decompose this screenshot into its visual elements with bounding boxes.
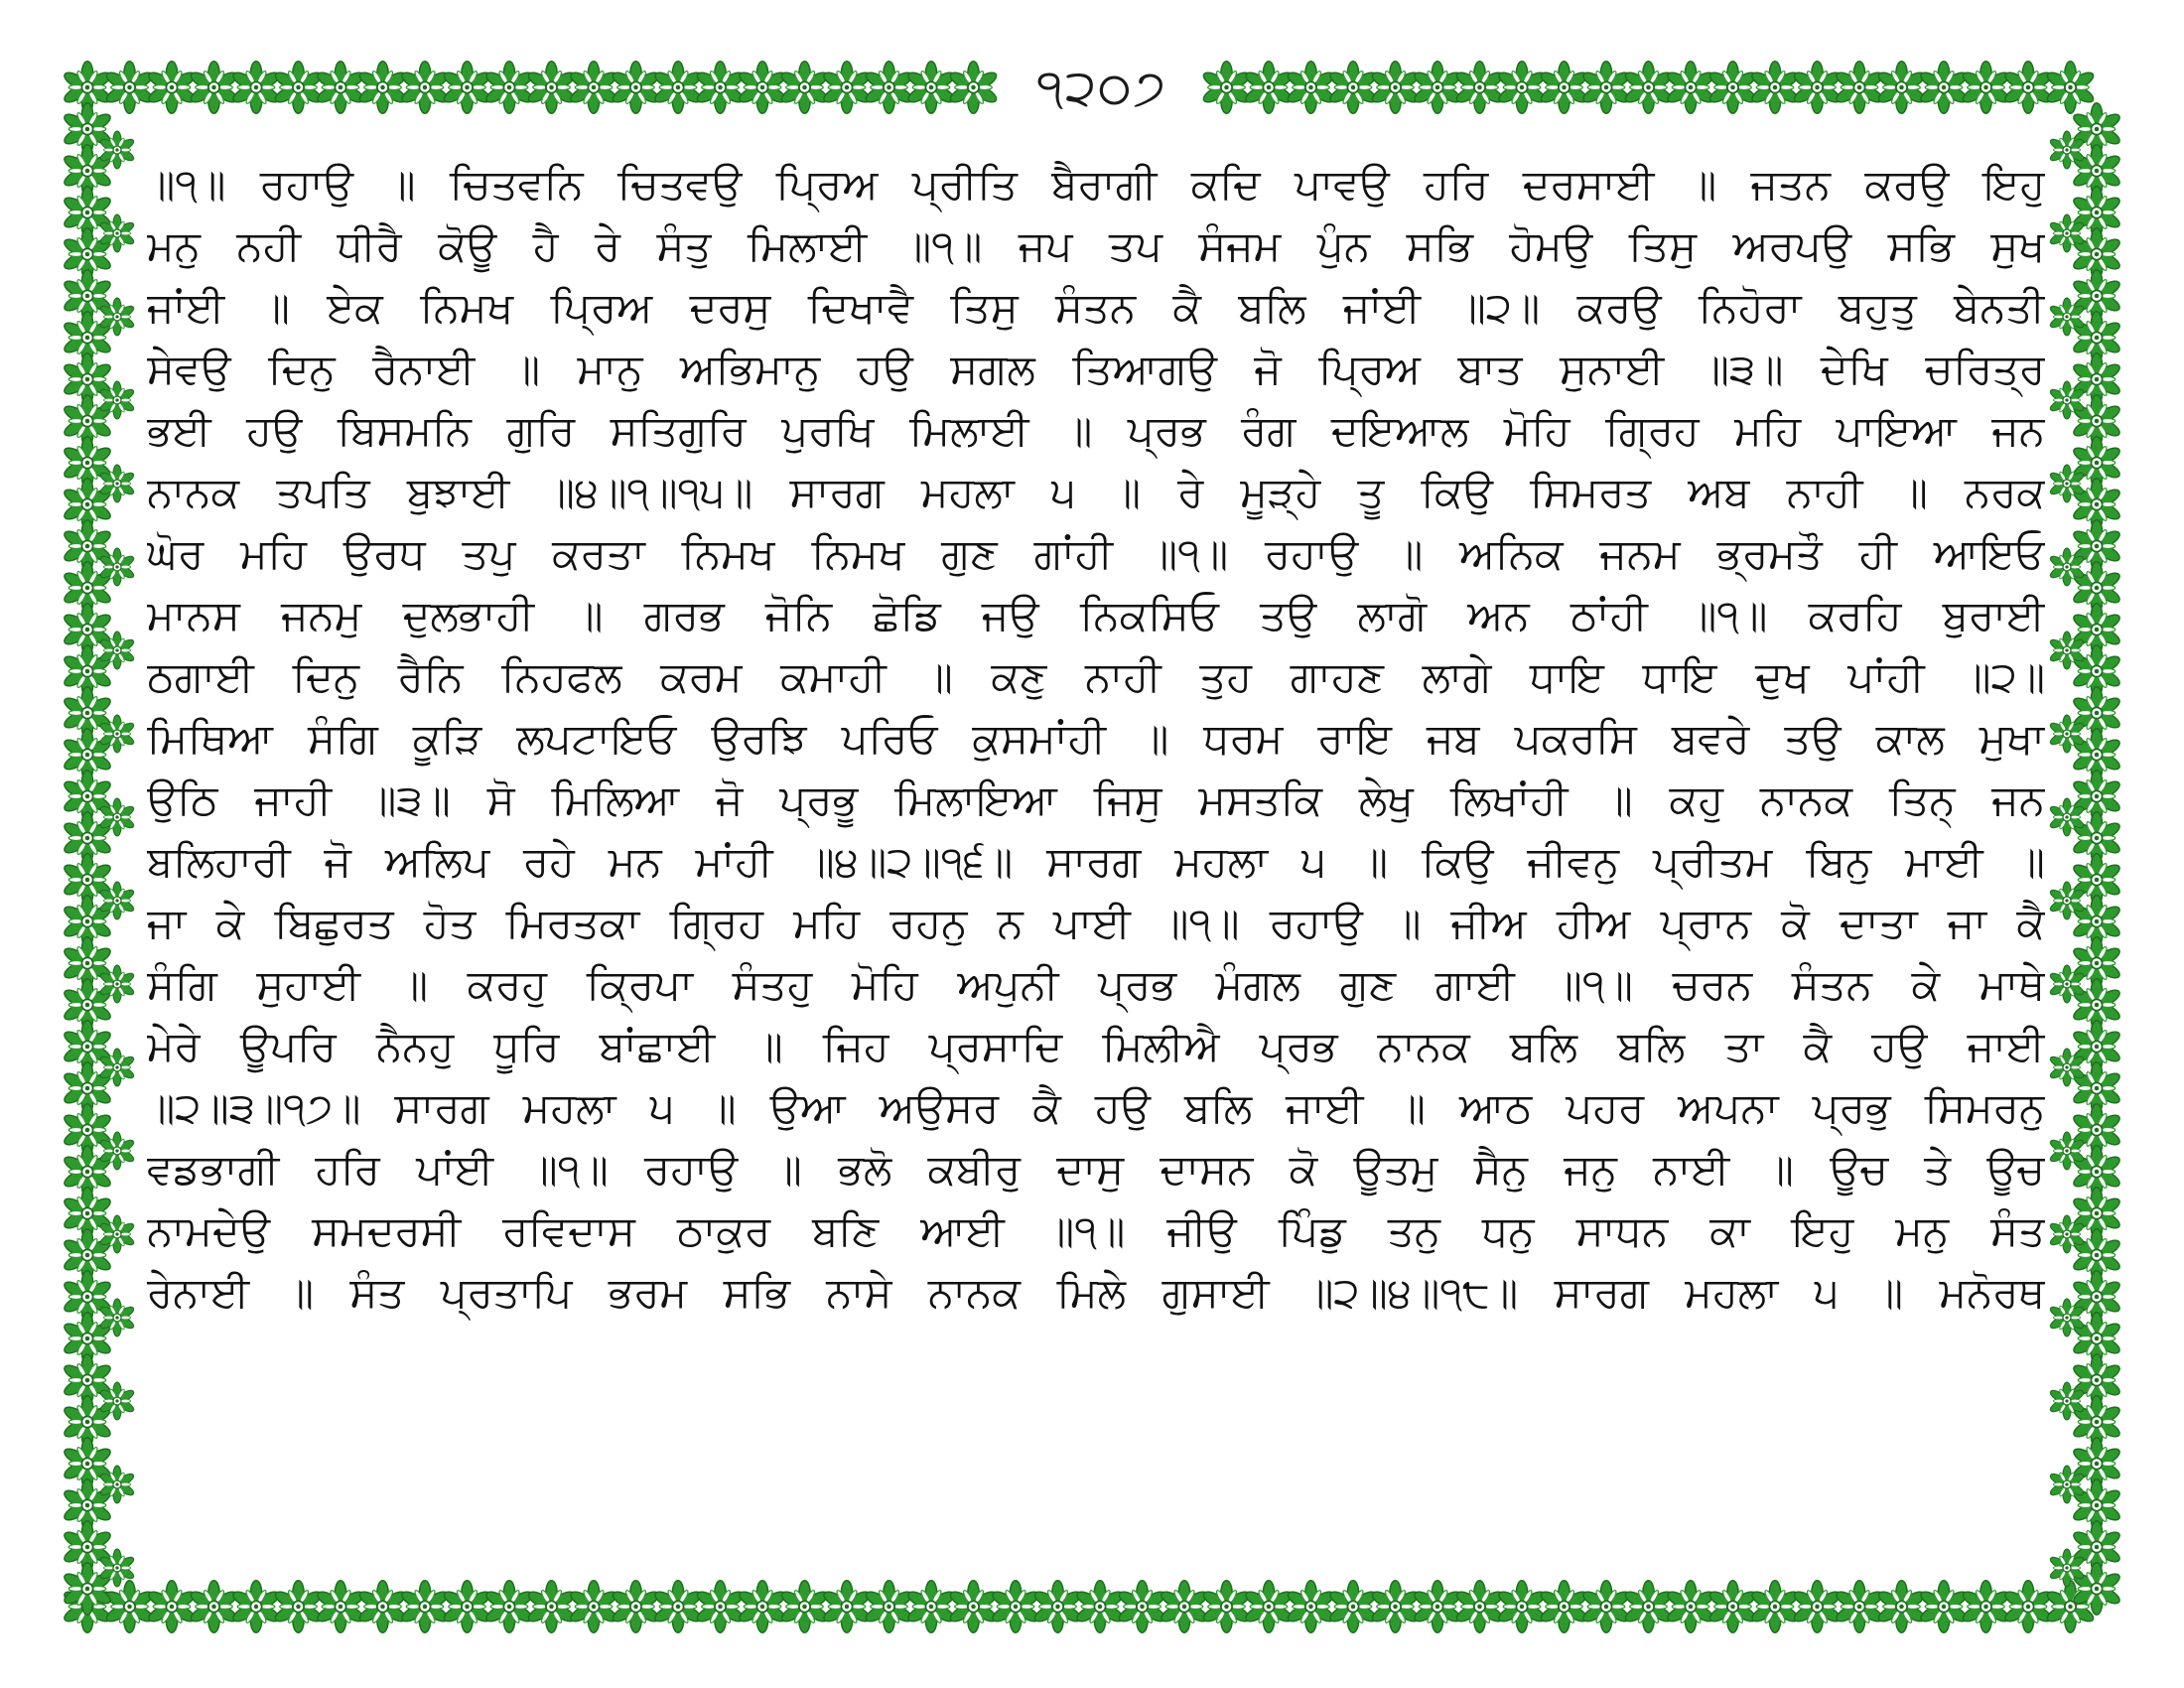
scripture-text-block [147,154,2045,1324]
flower-ornament-icon [442,62,492,114]
flower-ornament-icon [1243,1581,1294,1633]
flower-ornament-icon [779,1581,830,1633]
flower-ornament-icon [1623,1581,1674,1633]
flower-ornament-icon [1032,1581,1083,1633]
flower-ornament-icon [568,62,618,114]
text-line: ਮਨੁ ਨਹੀ ਧੀਰੈ ਕੋਊ ਹੈ ਰੇ ਸੰਤੁ ਮਿਲਾਈ ॥੧॥ ਜਪ ਤਪ ਸੰਜਮ ਪੁੰਨ ਸਭਿ ਹੋਮਉ ਤਿਸੁ ਅਰਪਉ ਸਭਿ ਸੁਖ [147,221,2045,270]
flower-ornament-icon [1286,62,1336,114]
flower-ornament-icon [1961,1581,2011,1633]
flower-ornament-icon [1792,62,1843,114]
flower-ornament-icon [611,1581,661,1633]
flower-ornament-icon [1665,62,1715,114]
flower-ornament-icon [611,62,661,114]
flower-ornament-icon [1834,1581,1884,1633]
flower-ornament-icon [1749,62,1800,114]
flower-ornament-icon [1286,1581,1336,1633]
text-line: ਮਾਨਸ ਜਨਮੁ ਦੁਲਭਾਹੀ ॥ ਗਰਭ ਜੋਨਿ ਛੋਡਿ ਜਉ ਨਿਕਸਿਓ ਤਉ ਲਾਗੋ ਅਨ ਠਾਂਹੀ ॥੧॥ ਕਰਹਿ ਬੁਰਾਈ [147,591,2045,639]
flower-ornament-icon [1580,62,1631,114]
flower-ornament-icon [568,1581,618,1633]
flower-ornament-icon [1454,62,1505,114]
flower-ornament-icon [1201,1581,1252,1633]
page-number: ੧੨੦੭ [1035,59,1168,116]
flower-ornament-icon [1496,1581,1547,1633]
flower-ornament-icon [1370,1581,1421,1633]
flower-ornament-icon [2002,1581,2053,1633]
flower-ornament-icon [990,1581,1040,1633]
flower-ornament-icon [1159,1581,1209,1633]
flower-ornament-icon [821,62,872,114]
text-line: ਨਾਨਕ ਤਪਤਿ ਬੁਝਾਈ ॥੪॥੧॥੧੫॥ ਸਾਰਗ ਮਹਲਾ ੫ ॥ ਰੇ ਮੂੜ੍ਹੇ ਤੂ ਕਿਉ ਸਿਮਰਤ ਅਬ ਨਾਹੀ ॥ ਨਰਕ [147,468,2045,516]
flower-ornament-icon [483,62,534,114]
flower-ornament-icon [357,1581,408,1633]
flower-ornament-icon [1623,62,1674,114]
flower-ornament-icon [1707,1581,1758,1633]
flower-ornament-icon [905,1581,956,1633]
text-line: ਭਈ ਹਉ ਬਿਸਮਨਿ ਗੁਰਿ ਸਤਿਗੁਰਿ ਪੁਰਖਿ ਮਿਲਾਈ ॥ ਪ੍ਰਭ ਰੰਗ ਦਇਆਲ ਮੋਹਿ ਗ੍ਰਿਹ ਮਹਿ ਪਾਇਆ ਜਨ [147,406,2045,455]
flower-ornament-icon [104,1581,155,1633]
flower-ornament-icon [273,62,324,114]
flower-ornament-icon [1539,1581,1589,1633]
flower-ornament-icon [695,1581,746,1633]
flower-ornament-icon [442,1581,492,1633]
text-line: ॥੧॥ ਰਹਾਉ ॥ ਚਿਤਵਨਿ ਚਿਤਵਉ ਪ੍ਰਿਅ ਪ੍ਰੀਤਿ ਬੈਰਾਗੀ ਕਦਿ ਪਾਵਉ ਹਰਿ ਦਰਸਾਈ ॥ ਜਤਨ ਕਰਉ ਇਹੁ [147,160,2045,209]
flower-ornament-icon [2002,62,2053,114]
flower-ornament-icon [948,1581,999,1633]
text-line: ਸੇਵਉ ਦਿਨੁ ਰੈਨਾਈ ॥ ਮਾਨੁ ਅਭਿਮਾਨੁ ਹਉ ਸਗਲ ਤਿਆਗਉ ਜੋ ਪ੍ਰਿਅ ਬਾਤ ਸੁਨਾਈ ॥੩॥ ਦੇਖਿ ਚਰਿਤ੍ਰ [147,345,2045,393]
page-number-box [1013,48,1191,127]
text-line: ਜਾਂਈ ॥ ਏਕ ਨਿਮਖ ਪ੍ਰਿਅ ਦਰਸੁ ਦਿਖਾਵੈ ਤਿਸੁ ਸੰਤਨ ਕੈ ਬਲਿ ਜਾਂਈ ॥੨॥ ਕਰਉ ਨਿਹੋਰਾ ਬਹੁਤੁ ਬੇਨਤੀ [147,283,2045,332]
flower-ornament-icon [2045,62,2096,114]
flower-ornament-icon [1117,1581,1167,1633]
flower-ornament-icon [864,1581,914,1633]
flower-ornament-icon [104,62,155,114]
flower-ornament-icon [1665,1581,1715,1633]
text-line: ਮੇਰੇ ਊਪਰਿ ਨੈਨਹੁ ਧੂਰਿ ਬਾਂਛਾਈ ॥ ਜਿਹ ਪ੍ਰਸਾਦਿ ਮਿਲੀਐ ਪ੍ਰਭ ਨਾਨਕ ਬਲਿ ਬਲਿ ਤਾ ਕੈ ਹਉ ਜਾਈ [147,1022,2045,1070]
flower-ornament-icon [652,1581,703,1633]
text-line: ਉਠਿ ਜਾਹੀ ॥੩॥ ਸੋ ਮਿਲਿਆ ਜੋ ਪ੍ਰਭੂ ਮਿਲਾਇਆ ਜਿਸੁ ਮਸਤਕਿ ਲੇਖੁ ਲਿਖਾਂਹੀ ॥ ਕਹੁ ਨਾਨਕ ਤਿਨ੍ ਜਨ [147,775,2045,824]
flower-ornament-icon [1074,1581,1125,1633]
flower-ornament-icon [1918,1581,1969,1633]
flower-ornament-icon [189,62,239,114]
flower-ornament-icon [695,62,746,114]
text-line: ਠਗਾਈ ਦਿਨੁ ਰੈਨਿ ਨਿਹਫਲ ਕਰਮ ਕਮਾਹੀ ॥ ਕਣੁ ਨਾਹੀ ਤੁਹ ਗਾਹਣ ਲਾਗੇ ਧਾਇ ਧਾਇ ਦੁਖ ਪਾਂਹੀ ॥੨॥ [147,652,2045,701]
flower-ornament-icon [905,62,956,114]
text-line: ਮਿਥਿਆ ਸੰਗਿ ਕੂੜਿ ਲਪਟਾਇਓ ਉਰਝਿ ਪਰਿਓ ਕੁਸਮਾਂਹੀ ॥ ਧਰਮ ਰਾਇ ਜਬ ਪਕਰਸਿ ਬਵਰੇ ਤਉ ਕਾਲ ਮੁਖਾ [147,714,2045,763]
flower-ornament-icon [1834,62,1884,114]
flower-ornament-icon [1749,1581,1800,1633]
flower-ornament-icon [1876,1581,1927,1633]
flower-ornament-icon [1496,62,1547,114]
flower-ornament-icon [1327,1581,1378,1633]
flower-ornament-icon [652,62,703,114]
flower-ornament-icon [1412,1581,1462,1633]
flower-ornament-icon [737,62,787,114]
flower-ornament-icon [1454,1581,1505,1633]
flower-ornament-icon [315,1581,365,1633]
flower-ornament-icon [146,62,197,114]
flower-ornament-icon [1370,62,1421,114]
text-line: ਵਡਭਾਗੀ ਹਰਿ ਪਾਂਈ ॥੧॥ ਰਹਾਉ ॥ ਭਲੋ ਕਬੀਰੁ ਦਾਸੁ ਦਾਸਨ ਕੋ ਊਤਮੁ ਸੈਨੁ ਜਨੁ ਨਾਈ ॥ ਊਚ ਤੇ ਊਚ [147,1145,2045,1194]
flower-ornament-icon [146,1581,197,1633]
flower-ornament-icon [1539,62,1589,114]
flower-ornament-icon [1918,62,1969,114]
flower-ornament-icon [526,1581,577,1633]
flower-ornament-icon [230,62,281,114]
text-line: ਬਲਿਹਾਰੀ ਜੋ ਅਲਿਪ ਰਹੇ ਮਨ ਮਾਂਹੀ ॥੪॥੨॥੧੬॥ ਸਾਰਗ ਮਹਲਾ ੫ ॥ ਕਿਉ ਜੀਵਨੁ ਪ੍ਰੀਤਮ ਬਿਨੁ ਮਾਈ ॥ [147,837,2045,886]
text-line: ਘੋਰ ਮਹਿ ਉਰਧ ਤਪੁ ਕਰਤਾ ਨਿਮਖ ਨਿਮਖ ਗੁਣ ਗਾਂਹੀ ॥੧॥ ਰਹਾਉ ॥ ਅਨਿਕ ਜਨਮ ਭ੍ਰਮਤੌ ਹੀ ਆਇਓ [147,529,2045,578]
flower-ornament-icon [948,62,999,114]
flower-ornament-icon [1327,62,1378,114]
flower-ornament-icon [273,1581,324,1633]
flower-ornament-icon [1201,62,1252,114]
flower-ornament-icon [1243,62,1294,114]
flower-ornament-icon [315,62,365,114]
flower-ornament-icon [1580,1581,1631,1633]
text-line: ॥੨॥੩॥੧੭॥ ਸਾਰਗ ਮਹਲਾ ੫ ॥ ਉਆ ਅਉਸਰ ਕੈ ਹਉ ਬਲਿ ਜਾਈ ॥ ਆਠ ਪਹਰ ਅਪਨਾ ਪ੍ਰਭੁ ਸਿਮਰਨੁ [147,1083,2045,1132]
flower-ornament-icon [779,62,830,114]
text-line: ਜਾ ਕੇ ਬਿਛੁਰਤ ਹੋਤ ਮਿਰਤਕਾ ਗ੍ਰਿਹ ਮਹਿ ਰਹਨੁ ਨ ਪਾਈ ॥੧॥ ਰਹਾਉ ॥ ਜੀਅ ਹੀਅ ਪ੍ਰਾਨ ਕੋ ਦਾਤਾ ਜਾ ਕੈ [147,899,2045,947]
text-line: ਰੇਨਾਈ ॥ ਸੰਤ ਪ੍ਰਤਾਪਿ ਭਰਮ ਸਭਿ ਨਾਸੇ ਨਾਨਕ ਮਿਲੇ ਗੁਸਾਈ ॥੨॥੪॥੧੮॥ ਸਾਰਗ ਮਹਲਾ ੫ ॥ ਮਨੋਰਥ [147,1268,2045,1317]
flower-ornament-icon [230,1581,281,1633]
flower-ornament-icon [1792,1581,1843,1633]
flower-ornament-icon [737,1581,787,1633]
flower-ornament-icon [526,62,577,114]
text-line: ਸੰਗਿ ਸੁਹਾਈ ॥ ਕਰਹੁ ਕ੍ਰਿਪਾ ਸੰਤਹੁ ਮੋਹਿ ਅਪੁਨੀ ਪ੍ਰਭ ਮੰਗਲ ਗੁਣ ਗਾਈ ॥੧॥ ਚਰਨ ਸੰਤਨ ਕੇ ਮਾਥੇ [147,960,2045,1009]
flower-ornament-icon [399,62,450,114]
flower-ornament-icon [1876,62,1927,114]
flower-ornament-icon [357,62,408,114]
flower-ornament-icon [399,1581,450,1633]
flower-ornament-icon [864,62,914,114]
flower-ornament-icon [483,1581,534,1633]
flower-ornament-icon [1707,62,1758,114]
flower-ornament-icon [821,1581,872,1633]
flower-ornament-icon [1412,62,1462,114]
flower-ornament-icon [189,1581,239,1633]
flower-ornament-icon [1961,62,2011,114]
text-line: ਨਾਮਦੇਉ ਸਮਦਰਸੀ ਰਵਿਦਾਸ ਠਾਕੁਰ ਬਣਿ ਆਈ ॥੧॥ ਜੀਉ ਪਿੰਡੁ ਤਨੁ ਧਨੁ ਸਾਧਨ ਕਾ ਇਹੁ ਮਨੁ ਸੰਤ [147,1206,2045,1255]
